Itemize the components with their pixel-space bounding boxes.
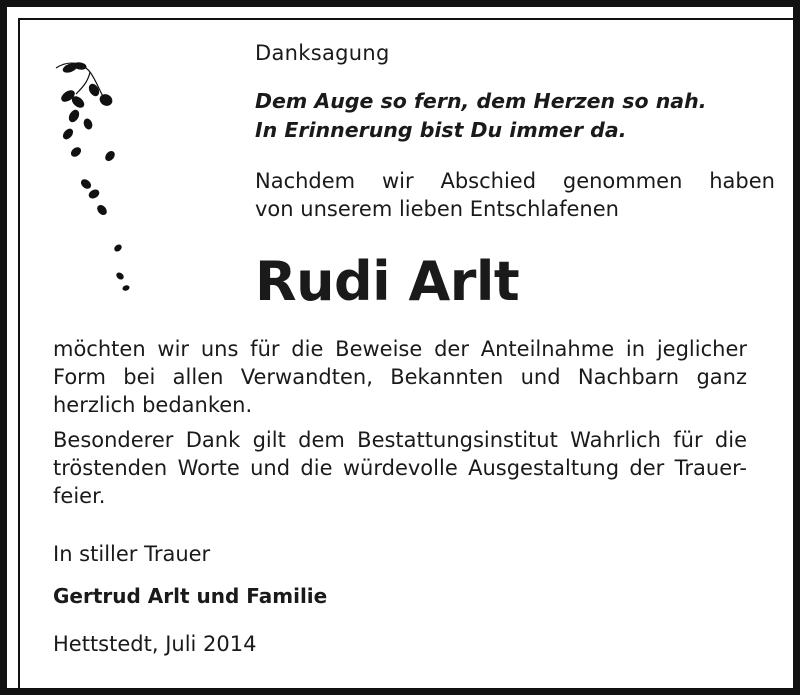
thanks-paragraph-1-line-1: möchten wir uns für die Beweise der Anteilnahme in jeglicher bbox=[53, 337, 747, 361]
deceased-name: Rudi Arlt bbox=[255, 250, 520, 313]
motto-line-1: Dem Auge so fern, dem Herzen so nah. bbox=[255, 89, 707, 113]
thanks-paragraph-2-line-3: feier. bbox=[53, 484, 106, 508]
thanks-paragraph-2-line-2: tröstenden Worte und die würdevolle Ausgestaltung der Trauer- bbox=[53, 456, 747, 480]
intro-line-1: Nachdem wir Abschied genommen haben bbox=[255, 169, 775, 193]
thanks-paragraph-1-line-2: Form bei allen Verwandten, Bekannten und Nachbarn ganz bbox=[53, 365, 747, 389]
falling-leaves-icon bbox=[48, 58, 138, 298]
place-date: Hettstedt, Juli 2014 bbox=[53, 632, 257, 656]
intro-line-2: von unserem lieben Entschlafenen bbox=[255, 197, 619, 221]
notice-heading: Danksagung bbox=[255, 41, 390, 65]
motto-line-2: In Erinnerung bist Du immer da. bbox=[255, 118, 627, 142]
thanks-paragraph-2-line-1: Besonderer Dank gilt dem Bestattungsinstitut Wahrlich für die bbox=[53, 428, 747, 452]
family-signature: Gertrud Arlt und Familie bbox=[53, 584, 328, 608]
mourning-line: In stiller Trauer bbox=[53, 542, 211, 566]
thanks-paragraph-1-line-3: herzlich bedanken. bbox=[53, 393, 253, 417]
